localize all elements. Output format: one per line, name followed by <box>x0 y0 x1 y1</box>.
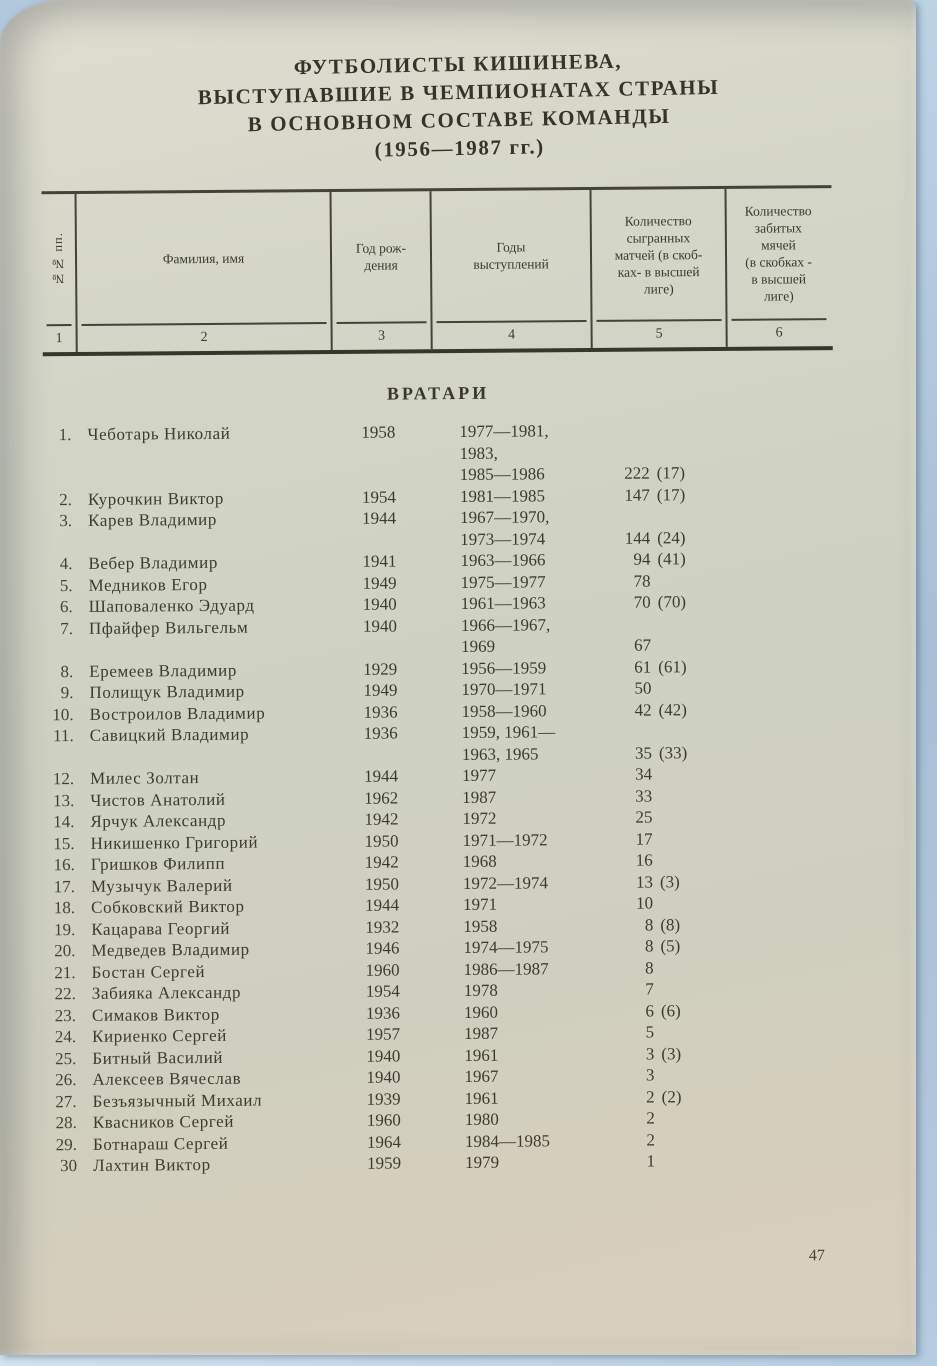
row-number: 27. <box>55 1091 77 1111</box>
row-number: 10. <box>52 704 74 724</box>
matches-count <box>614 1064 705 1086</box>
birth-year: 1939 <box>366 1088 401 1109</box>
players-table <box>43 417 925 1176</box>
column-index: 6 <box>775 325 783 341</box>
matches-top-league: (5) <box>660 936 681 956</box>
column-header-number <box>42 194 78 352</box>
row-number: 1. <box>58 425 72 445</box>
matches-count <box>612 785 703 807</box>
title-line: ВЫСТУПАВШИЕ В ЧЕМПИОНАТАХ СТРАНЫ <box>197 74 720 110</box>
column-index: 3 <box>378 328 386 344</box>
years-played: 1961 <box>464 1045 499 1065</box>
matches-count <box>613 914 704 936</box>
years-played: 1987 <box>462 787 497 807</box>
player-name: Вебер Владимир <box>88 552 218 573</box>
matches-count <box>615 1150 706 1172</box>
birth-year: 1950 <box>364 873 400 894</box>
matches-total: 16 <box>635 850 653 870</box>
matches-count <box>613 828 704 850</box>
years-played: 1972—1974 <box>462 872 549 893</box>
matches-total: 8 <box>644 936 654 956</box>
row-number: 22. <box>54 984 76 1004</box>
player-name: Карев Владимир <box>88 509 218 530</box>
player-name: Ботнараш Сергей <box>92 1133 229 1154</box>
row-number: 28. <box>55 1113 77 1133</box>
matches-total: 13 <box>635 871 654 892</box>
player-name: Шаповаленко Эдуард <box>88 595 255 616</box>
birth-year: 1957 <box>366 1024 401 1044</box>
player-name: Музычук Валерий <box>90 875 233 896</box>
birth-year: 1936 <box>363 701 398 722</box>
player-name: Бостан Сергей <box>91 961 206 982</box>
years-played: 1961—1963 <box>460 593 546 613</box>
years-played: 1971 <box>463 894 498 914</box>
row-number: 29. <box>55 1134 78 1154</box>
row-number: 20. <box>54 941 76 961</box>
matches-count <box>611 591 702 613</box>
matches-count <box>614 957 705 979</box>
table-row <box>44 503 920 553</box>
column-header-name <box>77 192 333 352</box>
years-played: 1981—1985 <box>459 485 545 506</box>
matches-count <box>611 656 702 678</box>
row-number: 25. <box>54 1048 77 1068</box>
player-name: Гришков Филипп <box>90 853 226 874</box>
birth-year: 1960 <box>365 959 400 980</box>
matches-top-league: (2) <box>661 1086 682 1106</box>
matches-count <box>610 484 701 506</box>
birth-year: 1940 <box>362 615 397 636</box>
birth-year: 1954 <box>365 981 400 1001</box>
years-played: 1970—1971 <box>461 679 547 699</box>
section-title-goalkeepers: ВРАТАРИ <box>386 382 490 404</box>
matches-count <box>613 871 704 893</box>
matches-total: 94 <box>633 549 651 569</box>
row-number: 18. <box>53 898 76 918</box>
matches-count <box>614 1043 705 1065</box>
years-played: 1977 <box>462 765 497 785</box>
matches-top-league: (24) <box>657 527 686 547</box>
birth-year: 1950 <box>364 830 399 851</box>
matches-total: 8 <box>645 957 654 978</box>
player-name: Полищук Владимир <box>89 681 245 702</box>
years-played: 1979 <box>465 1152 500 1172</box>
row-number: 16. <box>53 855 75 875</box>
birth-year: 1964 <box>366 1131 402 1152</box>
player-name: Чистов Анатолий <box>90 789 226 810</box>
matches-total: 6 <box>645 1000 655 1021</box>
matches-total: 35 <box>634 743 652 763</box>
player-name: Чеботарь Николай <box>87 423 231 444</box>
row-number: 7. <box>60 618 73 638</box>
birth-year: 1959 <box>367 1153 402 1173</box>
row-number: 13. <box>52 790 75 810</box>
matches-count <box>615 1086 706 1108</box>
row-number: 19. <box>53 919 76 939</box>
row-number: 5. <box>59 575 73 595</box>
matches-top-league: (3) <box>661 1043 682 1063</box>
row-number: 4. <box>59 554 73 574</box>
player-name: Забияка Александр <box>91 982 242 1003</box>
matches-total: 67 <box>633 635 652 655</box>
matches-count <box>614 978 705 1000</box>
matches-count <box>611 677 702 699</box>
years-played: 1984—1985 <box>464 1130 551 1151</box>
matches-total: 3 <box>645 1043 655 1064</box>
column-header-label: Фамилия, имя <box>162 250 245 266</box>
years-played: 1963—1966 <box>460 550 546 570</box>
column-index: 4 <box>508 327 516 343</box>
matches-count <box>614 1021 705 1043</box>
matches-count <box>613 892 704 914</box>
years-played: 1956—1959 <box>461 657 547 678</box>
player-name: Собковский Виктор <box>91 896 245 917</box>
player-name: Алексеев Вячеслав <box>92 1068 242 1089</box>
matches-total: 17 <box>635 828 653 849</box>
player-name: Битный Василий <box>92 1047 224 1068</box>
matches-count <box>610 527 701 549</box>
matches-total: 147 <box>624 485 650 505</box>
matches-count <box>613 849 704 871</box>
matches-count <box>610 548 701 570</box>
matches-count <box>611 634 702 656</box>
row-number: 15. <box>53 833 75 853</box>
matches-total: 5 <box>645 1022 655 1042</box>
birth-year: 1929 <box>363 658 398 679</box>
birth-year: 1958 <box>361 422 396 442</box>
row-number: 3. <box>59 511 73 531</box>
matches-top-league: (42) <box>658 699 687 719</box>
column-header-birth-year <box>332 191 433 350</box>
column-header-label: Годы выступлений <box>473 239 549 272</box>
column-index: 1 <box>55 331 63 347</box>
player-name: Кириенко Сергей <box>92 1025 228 1046</box>
row-number: 11. <box>53 726 74 746</box>
row-number: 12. <box>52 769 75 789</box>
player-name: Лахтин Виктор <box>93 1154 211 1175</box>
birth-year: 1942 <box>364 809 399 829</box>
matches-top-league: (61) <box>658 656 687 676</box>
birth-year: 1942 <box>364 852 399 872</box>
player-name: Медведев Владимир <box>91 939 250 960</box>
years-played: 1961 <box>464 1088 499 1108</box>
matches-top-league: (17) <box>656 463 686 483</box>
years-played: 1967 <box>464 1066 499 1086</box>
birth-year: 1949 <box>363 680 398 700</box>
matches-total: 50 <box>634 678 652 698</box>
row-number: 14. <box>53 812 75 832</box>
matches-count <box>610 462 701 484</box>
matches-top-league: (33) <box>658 742 688 762</box>
birth-year: 1936 <box>363 723 398 743</box>
matches-total: 42 <box>634 700 652 720</box>
birth-year: 1946 <box>365 938 400 958</box>
row-number: 17. <box>53 876 76 896</box>
matches-top-league: (17) <box>656 484 686 504</box>
birth-year: 1932 <box>365 916 400 937</box>
player-name: Пфайфер Вильгельм <box>88 617 249 638</box>
column-header-years <box>432 190 593 349</box>
matches-total: 2 <box>646 1129 656 1150</box>
matches-total: 61 <box>634 657 652 677</box>
row-number: 26. <box>55 1070 77 1090</box>
years-played: 1960 <box>463 1002 499 1022</box>
matches-count <box>611 699 702 721</box>
matches-total: 78 <box>633 571 651 591</box>
column-header-label: Количество забитых мячей (в скобках - в высшей лиге) <box>744 203 812 304</box>
matches-total: 70 <box>633 592 651 612</box>
matches-count <box>612 806 703 828</box>
matches-count <box>613 935 704 957</box>
matches-total: 144 <box>624 528 651 548</box>
column-header-label: Количество сыгранных матчей (в скоб- ках- в высшей лиге) <box>614 212 703 297</box>
row-number: 21. <box>54 962 76 982</box>
row-number: 24. <box>54 1027 77 1047</box>
player-name: Востроилов Владимир <box>89 703 266 724</box>
column-header-goals <box>726 188 830 347</box>
years-played: 1977—1981, 1983, 1985—1986 <box>459 421 549 485</box>
matches-total: 1 <box>646 1151 656 1171</box>
matches-total: 2 <box>646 1086 655 1107</box>
player-name: Еремеев Владимир <box>89 660 237 681</box>
title-line: (1956—1987 гг.) <box>374 134 545 162</box>
page-number: 47 <box>808 1247 825 1265</box>
row-number: 6. <box>59 597 73 617</box>
table-header <box>41 185 832 356</box>
years-played: 1987 <box>464 1023 499 1043</box>
matches-count <box>615 1129 706 1151</box>
matches-total: 10 <box>636 893 654 913</box>
birth-year: 1944 <box>364 766 399 786</box>
matches-count <box>612 742 703 764</box>
page-title <box>0 41 918 171</box>
matches-count <box>612 763 703 785</box>
column-header-label: №№ пп. <box>50 232 66 287</box>
row-number: 23. <box>54 1005 77 1025</box>
years-played: 1968 <box>462 851 497 871</box>
birth-year: 1941 <box>362 551 397 571</box>
years-played: 1971—1972 <box>462 829 548 850</box>
matches-total: 222 <box>624 463 650 483</box>
title-line: ФУТБОЛИСТЫ КИШИНЕВА, <box>293 48 623 80</box>
years-played: 1966—1967, 1969 <box>460 614 551 656</box>
birth-year: 1940 <box>362 594 397 614</box>
matches-count <box>614 1000 705 1022</box>
column-header-matches <box>591 189 727 348</box>
matches-total: 25 <box>635 807 653 827</box>
player-name: Никишенко Григорий <box>90 832 259 853</box>
row-number: 8. <box>60 661 74 681</box>
years-played: 1959, 1961— 1963, 1965 <box>461 722 556 764</box>
table-row <box>43 417 919 488</box>
row-number: 9. <box>60 683 74 703</box>
matches-total: 8 <box>644 914 654 935</box>
player-name: Савицкий Владимир <box>89 724 250 745</box>
matches-top-league: (3) <box>659 871 680 891</box>
column-index: 2 <box>200 329 208 346</box>
row-number: 30 <box>60 1156 78 1176</box>
title-line: В ОСНОВНОМ СОСТАВЕ КОМАНДЫ <box>247 103 671 137</box>
years-played: 1958—1960 <box>461 700 547 721</box>
column-index: 5 <box>655 326 663 342</box>
matches-total: 2 <box>646 1108 655 1128</box>
matches-count <box>615 1107 706 1129</box>
matches-top-league: (8) <box>660 914 681 934</box>
matches-top-league: (6) <box>660 1000 681 1020</box>
matches-total: 34 <box>635 764 653 784</box>
birth-year: 1960 <box>366 1110 401 1130</box>
row-number: 2. <box>59 489 72 509</box>
matches-count <box>610 570 701 592</box>
birth-year: 1944 <box>361 508 397 528</box>
player-name: Кацарава Георгий <box>91 918 231 939</box>
player-name: Безъязычный Михаил <box>92 1090 263 1111</box>
years-played: 1986—1987 <box>463 958 549 979</box>
table-row <box>46 718 922 768</box>
player-name: Ярчук Александр <box>90 810 227 831</box>
years-played: 1967—1970, 1973—1974 <box>459 507 550 549</box>
player-name: Медников Егор <box>88 574 208 595</box>
years-played: 1958 <box>463 916 498 936</box>
birth-year: 1940 <box>366 1067 401 1087</box>
birth-year: 1940 <box>366 1045 401 1066</box>
years-played: 1972 <box>462 808 497 828</box>
years-played: 1974—1975 <box>463 937 549 957</box>
table-row <box>45 611 921 661</box>
years-played: 1978 <box>463 980 498 1000</box>
matches-top-league: (70) <box>657 592 687 612</box>
years-played: 1975—1977 <box>460 571 546 592</box>
birth-year: 1954 <box>361 487 396 507</box>
player-name: Симаков Виктор <box>91 1004 220 1025</box>
birth-year: 1962 <box>364 787 399 808</box>
player-name: Курочкин Виктор <box>87 488 225 509</box>
matches-total: 3 <box>645 1065 655 1085</box>
birth-year: 1949 <box>362 573 397 593</box>
matches-total: 33 <box>635 785 653 806</box>
matches-top-league: (41) <box>657 549 686 569</box>
column-header-label: Год рож- дения <box>355 240 407 273</box>
birth-year: 1944 <box>365 895 400 915</box>
birth-year: 1936 <box>365 1002 401 1023</box>
player-name: Квасников Сергей <box>92 1111 235 1132</box>
years-played: 1980 <box>464 1109 499 1129</box>
matches-total: 7 <box>645 979 654 999</box>
player-name: Милес Золтан <box>90 768 200 788</box>
